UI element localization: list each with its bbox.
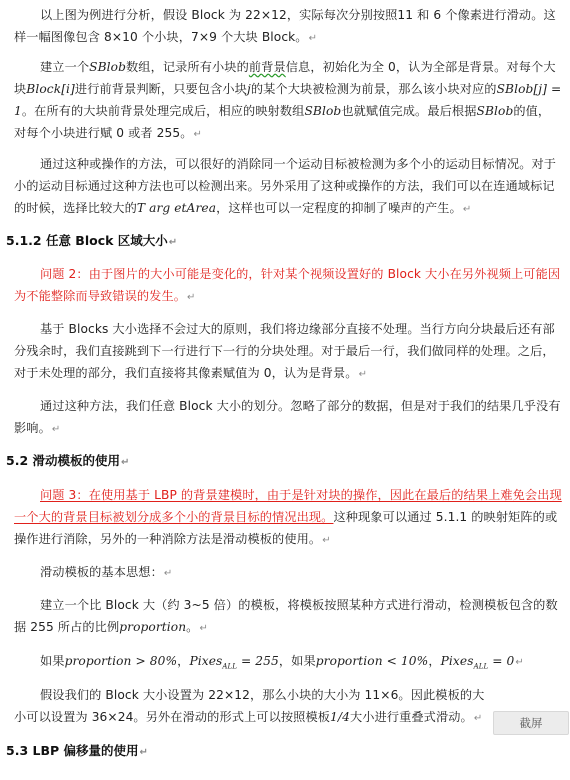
paragraph-mark: ↵ — [473, 713, 483, 724]
question-3-paragraph: 问题 3：在使用基于 LBP 的背景建模时，由于是针对块的操作，因此在最后的结果上难免会出现一个大的背景目标被划分成多个小的背景目标的情况出现。这种现象可以通过 5.1.1 的映射矩阵的或操作进行消除，另外的一种消除方法是滑动模板的使用。↵ — [14, 488, 562, 546]
paragraph-mark: ↵ — [163, 568, 173, 579]
paragraph-sblob-array: 建立一个SBlob数组，记录所有小块的前背景信息，初始化为全 0，认为全部是背景。对每个大块Block[i]进行前背景判断，只要包含小块j的某个大块被检测为前景，那么该小块对应的SBlob[j] = 1。在所有的大块前背景处理完成后，相应的映射数组SBlob也就赋值完成。最后根据SBlob的值，对每个小块进行赋 0 或者 255。↵ — [14, 60, 562, 140]
paragraph-template-size: 假设我们的 Block 大小设置为 22×12，那么小块的大小为 11×6。因此模板的大小可以设置为 36×24。另外在滑动的形式上可以按照模板1/4大小进行重叠式滑动。↵ — [14, 688, 485, 724]
section-heading-5-2: 5.2 滑动模板的使用↵ — [6, 453, 130, 468]
paragraph-mark: ↵ — [139, 747, 148, 758]
paragraph-template-build: 建立一个比 Block 大（约 3~5 倍）的模板，将模板按照某种方式进行滑动，检测模板包含的数据 255 所占的比例proportion。↵ — [14, 598, 558, 634]
paragraph-mark: ↵ — [51, 424, 61, 435]
paragraph-mark: ↵ — [193, 129, 202, 140]
paragraph-mark: ↵ — [199, 623, 208, 634]
question-3-highlight: 问题 3：在使用基于 LBP 的背景建模时，由于是针对块的操作，因此在最后的结果上难免会出现一个大的背景目标被划分成多个小的背景目标的情况出现。 — [14, 488, 562, 524]
paragraph-proportion-rule: 如果proportion > 80%，Pixes$_{ALL}$ = 255，如果proportion < 10%，Pixes$_{ALL}$ = 0↵ — [40, 654, 524, 671]
paragraph-or-operation: 通过这种或操作的方法，可以很好的消除同一个运动目标被检测为多个小的运动目标情况。对于小的运动目标通过这种方法也可以检测出来。另外采用了这种或操作的方法，我们可以在连通域标记的时候，选择比较大的T arg etArea，这样也可以一定程度的抑制了噪声的产生。↵ — [14, 157, 557, 215]
paragraph-edge-handling: 基于 Blocks 大小选择不会过大的原则，我们将边缘部分直接不处理。当行方向分块最后还有部分残余时，我们直接跳到下一行进行下一行的分块处理。对于最后一行，我们做同样的处理。之后，对于未处理的部分，我们直接将其像素赋值为 0，认为是背景。↵ — [14, 322, 555, 380]
paragraph-mark: ↵ — [322, 535, 331, 546]
paragraph-mark: ↵ — [358, 369, 368, 380]
section-heading-5-3: 5.3 LBP 偏移量的使用↵ — [6, 743, 148, 758]
paragraph-block-example: 以上图为例进行分析，假设 Block 为 22×12，实际每次分别按照11 和 6 个像素进行滑动。这样一幅图像包含 8×10 个小块，7×9 个大块 Block。↵ — [14, 8, 556, 44]
section-heading-5-1-2: 5.1.2 任意 Block 区域大小↵ — [6, 233, 178, 248]
question-2-paragraph: 问题 2：由于图片的大小可能是变化的，针对某个视频设置好的 Block 大小在另外视频上可能因为不能整除而导致错误的发生。↵ — [14, 267, 561, 303]
paragraph-mark: ↵ — [308, 33, 318, 44]
paragraph-mark: ↵ — [168, 237, 178, 248]
paragraph-mark: ↵ — [187, 292, 196, 303]
paragraph-mark: ↵ — [121, 457, 130, 468]
paragraph-arbitrary-block: 通过这种方法，我们任意 Block 大小的划分。忽略了部分的数据，但是对于我们的结果几乎没有影响。↵ — [14, 399, 561, 435]
paragraph-mark: ↵ — [462, 204, 472, 215]
paragraph-mark: ↵ — [515, 657, 524, 668]
screenshot-button[interactable]: 截屏 — [493, 711, 569, 735]
paragraph-sliding-idea: 滑动模板的基本思想：↵ — [40, 565, 173, 579]
